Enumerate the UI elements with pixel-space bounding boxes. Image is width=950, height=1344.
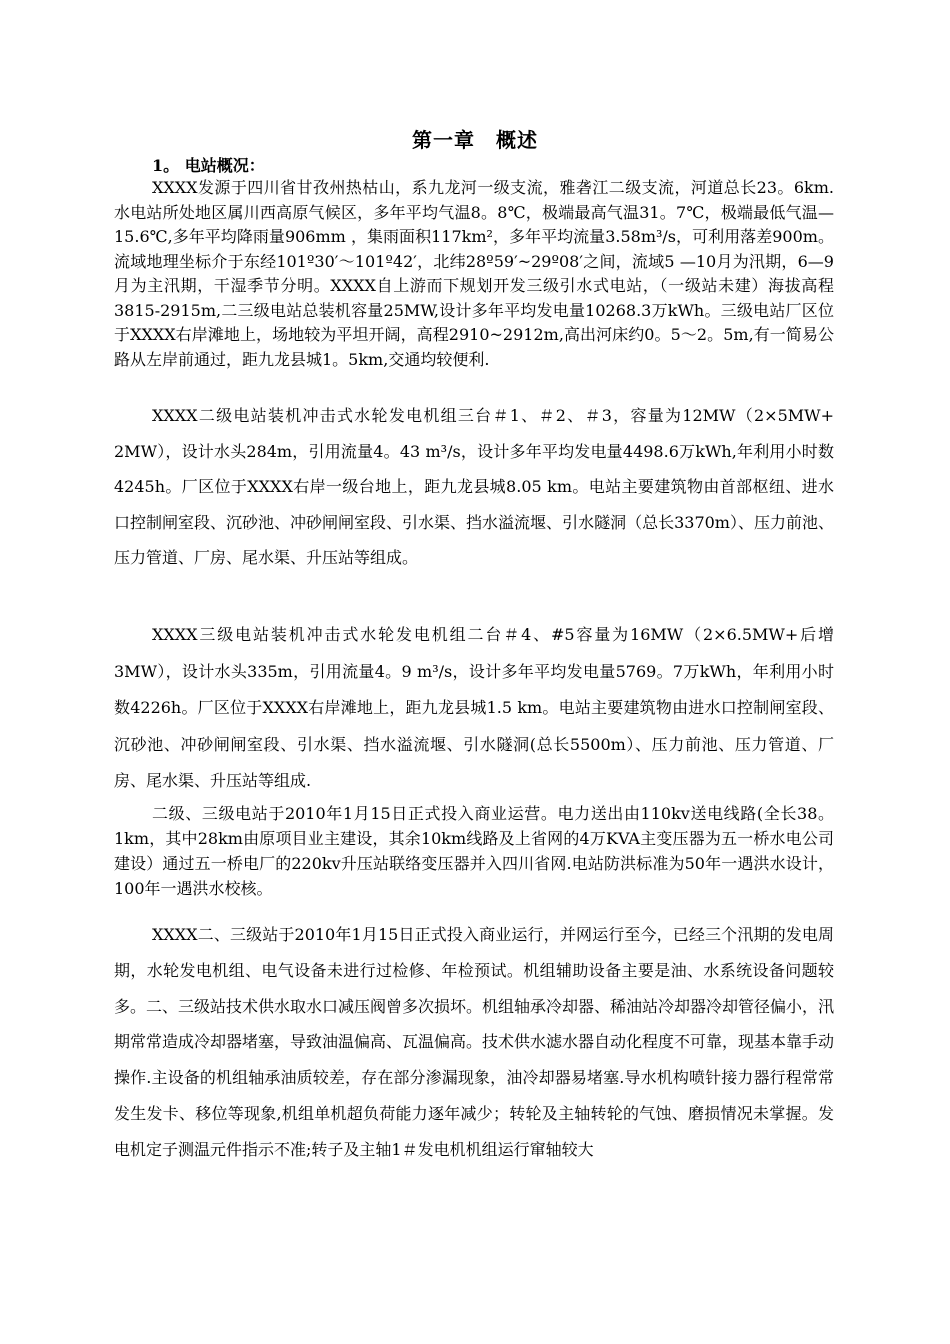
paragraph-equipment-issues: XXXX二、三级站于2010年1月15日正式投入商业运行，并网运行至今，已经三个汛期的发电周期，水轮发电机组、电气设备未进行过检修、年检预试。机组辅助设备主要是油、水系统设备问题较多。二、三级站技术供水取水口减压阀曾多次损坏。机组轴承冷却器、稀油站冷却器冷却管径偏小，汛期常常造成冷却器堵塞，导致油温偏高、瓦温偏高。技术供水滤水器自动化程度不可靠，现基本靠手动操作.主设备的机组轴承油质较差，存在部分渗漏现象，油冷却器易堵塞.导水机构喷针接力器行程常常发生发卡、移位等现象,机组单机超负荷能力逐年减少；转轮及主轴转轮的气蚀、磨损情况未掌握。发电机定子测温元件指示不准;转子及主轴1＃发电机机组运行窜轴较大 (114, 925, 835, 1159)
paragraph-operation-start: 二级、三级电站于2010年1月15日正式投入商业运营。电力送出由110kv送电线路(全长38。1km，其中28km由原项目业主建设，其余10km线路及上省网的4万KVA主变压器为五一桥水电公司建设）通过五一桥电厂的220kv升压站联络变压器并入四川省网.电站防洪标准为50年一遇洪水设计，100年一遇洪水校核。 (114, 804, 834, 898)
section-heading: 1。 电站概况： (152, 156, 265, 175)
paragraph-overview: XXXX发源于四川省甘孜州热枯山，系九龙河一级支流，雅砻江二级支流，河道总长23。6km.水电站所处地区属川西高原气候区，多年平均气温8。8℃，极端最高气温31。7℃，极端最低气温—15.6℃,多年平均降雨量906mm ，集雨面积117km²，多年平均流量3.58m³/s，可利用落差900m。流域地理坐标介于东经101º30′～101º42′，北纬28º59′~29º08′之间，流域5 —10月为汛期，6—9月为主汛期，干湿季节分明。XXXX自上游而下规划开发三级引水式电站，（一级站未建）海拔高程3815-2915m,二三级电站总装机容量25MW,设计多年平均发电量10268.3万kWh。三级电站厂区位于XXXX右岸滩地上，场地较为平坦开阔，高程2910~2912m,高出河床约0。5～2。5m,有一简易公路从左岸前通过，距九龙县城1。5km,交通均较便利. (114, 178, 834, 369)
paragraph-second-station: XXXX二级电站装机冲击式水轮发电机组三台＃1、＃2、＃3，容量为12MW（2×5MW+ 2MW），设计水头284m，引用流量4。43 m³/s，设计多年平均发电量4498.6万kWh,年利用小时数4245h。厂区位于XXXX右岸一级台地上，距九龙县城8.05 km。电站主要建筑物由首部枢纽、进水口控制闸室段、沉砂池、冲砂闸闸室段、引水渠、挡水溢流堰、引水隧洞（总长3370m）、压力前池、压力管道、厂房、尾水渠、升压站等组成。 (114, 406, 834, 567)
paragraph-third-station: XXXX三级电站装机冲击式水轮发电机组二台＃4、#5容量为16MW（2×6.5MW+后增3MW），设计水头335m，引用流量4。9 m³/s，设计多年平均发电量5769。7万kWh，年利用小时数4226h。厂区位于XXXX右岸滩地上，距九龙县城1.5 km。电站主要建筑物由进水口控制闸室段、沉砂池、冲砂闸闸室段、引水渠、挡水溢流堰、引水隧洞(总长5500m）、压力前池、压力管道、厂房、尾水渠、升压站等组成. (114, 625, 834, 790)
chapter-title: 第一章 概述 (412, 128, 538, 152)
